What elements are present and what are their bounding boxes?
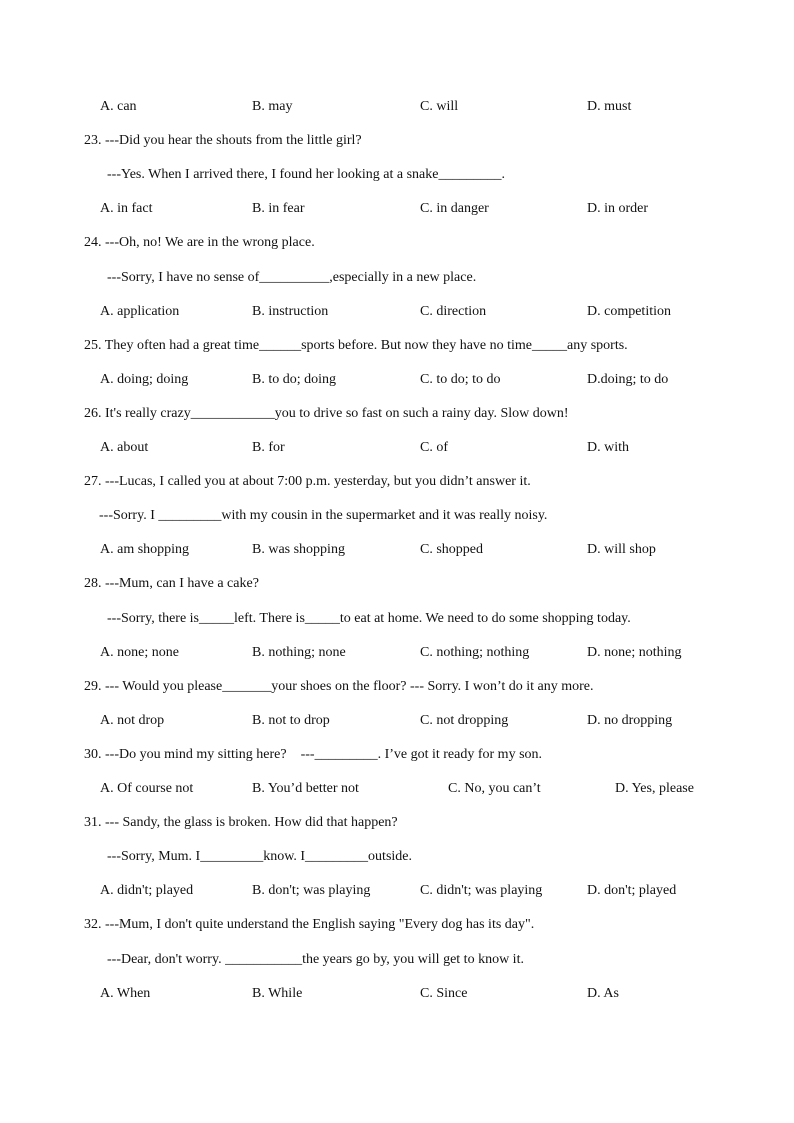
option-a: A. not drop bbox=[100, 713, 165, 728]
option-d: D. Yes, please bbox=[615, 781, 694, 796]
option-c: C. will bbox=[420, 99, 459, 114]
option-a: A. am shopping bbox=[100, 542, 190, 557]
dialogue-line: ---Yes. When I arrived there, I found her looking at a snake_________. bbox=[107, 167, 505, 182]
question-stem: 28. ---Mum, can I have a cake? bbox=[84, 576, 259, 591]
option-a: A. can bbox=[100, 99, 137, 114]
option-d: D. no dropping bbox=[587, 713, 673, 728]
option-d: D. don't; played bbox=[587, 883, 677, 898]
option-d: D. competition bbox=[587, 304, 671, 319]
option-b: B. was shopping bbox=[252, 542, 345, 557]
option-d: D. As bbox=[587, 986, 619, 1001]
dialogue-line: ---Sorry. I _________with my cousin in the supermarket and it was really noisy. bbox=[99, 508, 548, 523]
option-a: A. none; none bbox=[100, 645, 179, 660]
option-b: B. not to drop bbox=[252, 713, 330, 728]
option-b: B. to do; doing bbox=[252, 372, 337, 387]
option-b: B. You’d better not bbox=[252, 781, 359, 796]
option-d: D. none; nothing bbox=[587, 645, 682, 660]
question-stem: 25. They often had a great time______sports before. But now they have no time_____any sports. bbox=[84, 338, 628, 353]
option-d: D.doing; to do bbox=[587, 372, 669, 387]
question-stem: 31. --- Sandy, the glass is broken. How did that happen? bbox=[84, 815, 398, 830]
dialogue-line: ---Sorry, there is_____left. There is_____to eat at home. We need to do some shopping today. bbox=[107, 611, 631, 626]
option-b: B. nothing; none bbox=[252, 645, 346, 660]
option-c: C. No, you can’t bbox=[448, 781, 541, 796]
option-b: B. may bbox=[252, 99, 293, 114]
question-stem: 26. It's really crazy____________you to drive so fast on such a rainy day. Slow down! bbox=[84, 406, 569, 421]
option-b: B. While bbox=[252, 986, 303, 1001]
option-a: A. didn't; played bbox=[100, 883, 194, 898]
option-c: C. in danger bbox=[420, 201, 489, 216]
option-d: D. must bbox=[587, 99, 632, 114]
option-c: C. of bbox=[420, 440, 448, 455]
question-stem: 32. ---Mum, I don't quite understand the English saying "Every dog has its day". bbox=[84, 917, 535, 932]
option-a: A. application bbox=[100, 304, 180, 319]
option-b: B. instruction bbox=[252, 304, 329, 319]
question-stem: 27. ---Lucas, I called you at about 7:00 p.m. yesterday, but you didn’t answer it. bbox=[84, 474, 531, 489]
option-c: C. direction bbox=[420, 304, 487, 319]
option-a: A. Of course not bbox=[100, 781, 194, 796]
option-c: C. not dropping bbox=[420, 713, 509, 728]
dialogue-line: ---Sorry, I have no sense of__________,especially in a new place. bbox=[107, 270, 477, 285]
question-stem: 24. ---Oh, no! We are in the wrong place. bbox=[84, 235, 315, 250]
option-c: C. didn't; was playing bbox=[420, 883, 543, 898]
option-c: C. nothing; nothing bbox=[420, 645, 530, 660]
question-stem: 30. ---Do you mind my sitting here? ---_________. I’ve got it ready for my son. bbox=[84, 747, 543, 762]
option-d: D. will shop bbox=[587, 542, 656, 557]
question-stem: 29. --- Would you please_______your shoes on the floor? --- Sorry. I won’t do it any more. bbox=[84, 679, 594, 694]
option-d: D. with bbox=[587, 440, 629, 455]
question-stem: 23. ---Did you hear the shouts from the little girl? bbox=[84, 133, 362, 148]
option-d: D. in order bbox=[587, 201, 649, 216]
option-c: C. shopped bbox=[420, 542, 483, 557]
option-b: B. for bbox=[252, 440, 285, 455]
option-b: B. in fear bbox=[252, 201, 305, 216]
dialogue-line: ---Sorry, Mum. I_________know. I_________outside. bbox=[107, 849, 412, 864]
option-a: A. about bbox=[100, 440, 149, 455]
option-a: A. in fact bbox=[100, 201, 153, 216]
dialogue-line: ---Dear, don't worry. ___________the years go by, you will get to know it. bbox=[107, 952, 524, 967]
option-c: C. to do; to do bbox=[420, 372, 501, 387]
option-a: A. doing; doing bbox=[100, 372, 189, 387]
option-c: C. Since bbox=[420, 986, 468, 1001]
option-a: A. When bbox=[100, 986, 151, 1001]
option-b: B. don't; was playing bbox=[252, 883, 371, 898]
